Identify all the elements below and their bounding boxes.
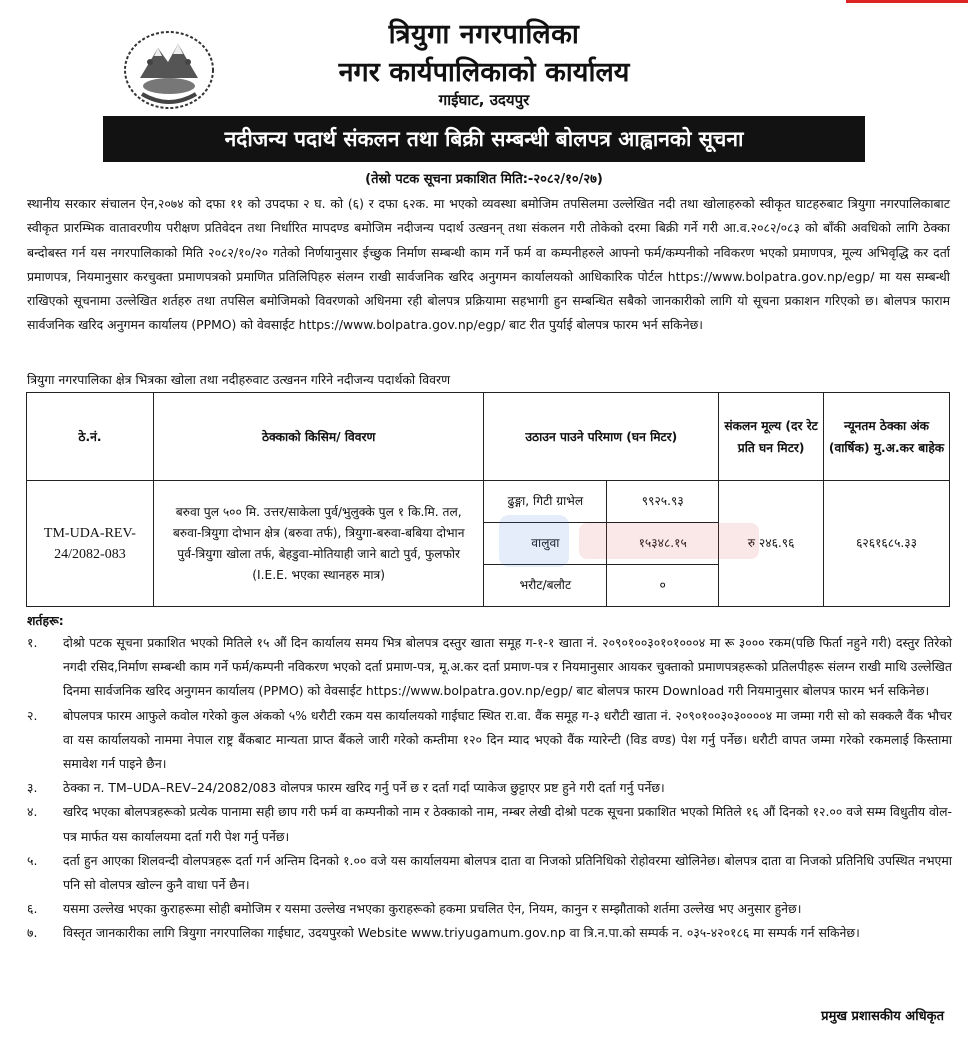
municipality-name: त्रियुगा नगरपालिका — [388, 19, 580, 50]
office-location: गाईघाट, उदयपुर — [438, 91, 530, 109]
notice-title-banner: नदीजन्य पदार्थ संकलन तथा बिक्री सम्बन्धी बोलपत्र आह्वानको सूचना — [103, 116, 865, 162]
condition-text: यसमा उल्लेख भएका कुराहरूमा सोही बमोजिम र यसमा उल्लेख नभएका कुराहरूको हकमा प्रचलित ऐन, नियम, कानुन र सम्झौताको शर्तमा उल्लेख भए अनुसार हुनेछ। — [63, 901, 802, 917]
bid-details-table — [26, 392, 950, 607]
contract-number: TM-UDA-REV-24/2082-083 — [27, 481, 154, 607]
list-item — [27, 704, 952, 777]
office-name: नगर कार्यपालिकाको कार्यालय — [338, 57, 630, 88]
table-header-row — [27, 393, 950, 481]
header-quantity: उठाउन पाउने परिमाण (घन मिटर) — [484, 393, 719, 481]
table-title: त्रियुगा नगरपालिका क्षेत्र भित्रका खोला तथा नदीहरुवाट उत्खनन गरिने नदीजन्य पदार्थको विवरण — [27, 372, 451, 387]
condition-number: ६. — [27, 901, 38, 917]
list-item — [27, 921, 952, 945]
publication-date: (तेस्रो पटक सूचना प्रकाशित मिति:-२०८२/१०/२७) — [365, 172, 603, 187]
condition-text: बोपलपत्र फारम आफुले कवोल गरेको कुल अंकको ५% धरौटी रकम यस कार्यालयको गाईघाट स्थित रा.वा. वैंक समूह ग-३ धरौटी खाता नं. २०९०१००३०३००००४ मा जम्मा गरी सो को सक्कलै वैंक भौचर वा यस कार्यालयको नाममा नेपाल राष्ट्र बैंकबाट मान्यता प्राप्त बैंकले जारी गरेको कम्तीमा १२० दिन म्याद भएको वैंक ग्यारेन्टी (विड वण्ड) पेश गर्नु पर्नेछ। धरौटी वापत जम्मा गरेको रकमलाई किस्तामा समावेश गर्न पाइने छैन। — [63, 707, 952, 772]
item-quantity: ० — [607, 565, 719, 607]
list-item — [27, 849, 952, 897]
condition-number: ५. — [27, 852, 38, 868]
item-name: भरौट/बलौट — [484, 565, 607, 607]
condition-text: दोश्रो पटक सूचना प्रकाशित भएको मितिले १५ औं दिन कार्यालय समय भित्र बोलपत्र दस्तुर खाता समूह ग-१-१ खाता नं. २०९०१००३०१०१०००४ मा रू ३००० रकम(पछि फिर्ता नहुने गरी) दस्तुर तिरेको नगदी रसिद,निर्माण सम्बन्धी काम गर्ने फर्म/कम्पनी नविकरण भएको दर्ता प्रमाण-पत्र, मू.अ.कर दर्ता प्रमाण-पत्र र नियमानुसार आयकर चुक्ताको प्रमाणपत्रहरूको प्रतिलपीहरू संलग्न राखी माथि उल्लेखित दिनमा सार्वजनिक खरिद अनुगमन कार्यालय (PPMO) को वेवसाईट https://www.bolpatra.gov.np/egp/ बाट बोलपत्र फारम Download गरी नियमानुसार बोलपत्र फारम भर्न सकिनेछ। — [63, 635, 952, 699]
list-item — [27, 897, 952, 921]
condition-text: विस्तृत जानकारीका लागि त्रियुगा नगरपालिका गाईघाट, उदयपुरको Website www.triyugamum.gov.np वा त्रि.न.पा.को सम्पर्क न. ०३५-४२०१८६ मा सम्पर्क गर्न सकिनेछ। — [63, 925, 860, 941]
min-amount-value: ६२६१६८५.३३ — [824, 481, 950, 607]
header-contract-no: ठे.नं. — [27, 393, 154, 481]
header-contract-type: ठेक्काको किसिम/ विवरण — [153, 393, 484, 481]
item-name: ढुङ्गा, गिटी ग्राभेल — [484, 481, 607, 523]
condition-text: खरिद भएका बोलपत्रहरूको प्रत्येक पानामा सही छाप गरी फर्म वा कम्पनीको नाम र ठेक्काको नाम, नम्बर लेखी दोश्रो पटक सूचना प्रकाशित भएको मितिले १६ औं दिनको १२.०० वजे सम्म विधुतीय वोल-पत्र मार्फत यस कार्यालयमा दर्ता गरी पेश गर्नु पर्नेछ। — [63, 804, 952, 844]
item-name: वालुवा — [484, 523, 607, 565]
condition-text: ठेक्का न. TM–UDA–REV–24/2082/083 वोलपत्र फारम खरिद गर्नु पर्ने छ र दर्ता गर्दा प्याकेज छुट्टाएर प्रष्ट हुने गरी दर्ता गर्नु पर्नेछ। — [63, 780, 665, 796]
table-row — [27, 481, 950, 523]
condition-number: ४. — [27, 804, 38, 820]
item-quantity: १५३४८.१५ — [607, 523, 719, 565]
conditions-heading: शर्तहरू: — [27, 613, 64, 628]
list-item — [27, 800, 952, 848]
condition-number: ७. — [27, 925, 38, 941]
list-item — [27, 631, 952, 704]
condition-number: १. — [27, 635, 38, 650]
condition-number: २. — [27, 707, 38, 723]
contract-description: बरुवा पुल ५०० मि. उत्तर/साकेला पुर्व/भुलुक्के पुल १ कि.मि. तल, बरुवा-त्रियुगा दोभान क्षेत्र (बरुवा तर्फ), त्रियुगा-बरुवा-बबिया दोभान पुर्व-त्रियुगा खोला तर्फ, बेहडुवा-मोतियाही जाने बाटो पुर्व, फुलफोर (I.E.E. भएका स्थानहरु मात्र) — [153, 481, 484, 607]
condition-text: दर्ता हुन आएका शिलवन्दी वोलपत्रहरू दर्ता गर्न अन्तिम दिनको १.०० वजे यस कार्यालयमा बोलपत्र दाता वा निजको प्रतिनिधिको रोहोवरमा खोलिनेछ। बोलपत्र दाता वा निजको प्रतिनिधि उपस्थित नभएमा पनि सो वोलपत्र खोल्न कुनै वाधा पर्ने छैन। — [63, 852, 952, 893]
condition-number: ३. — [27, 780, 38, 796]
list-item — [27, 776, 952, 800]
header-rate: संकलन मूल्य (दर रेट प्रति घन मिटर) — [719, 393, 824, 481]
rate-value: रु २४६.९६ — [719, 481, 824, 607]
signature-title: प्रमुख प्रशासकीय अधिकृत — [821, 1009, 944, 1024]
conditions-list — [27, 631, 952, 946]
header-min-amount: न्यूनतम ठेक्का अंक (वार्षिक) मु.अ.कर बाहेक — [824, 393, 950, 481]
item-quantity: ९९२५.९३ — [607, 481, 719, 523]
top-accent-line — [846, 0, 968, 3]
intro-paragraph: स्थानीय सरकार संचालन ऐन,२०७४ को दफा ११ को उपदफा २ घ. को (६) र दफा ६२क. मा भएको व्यवस्था बमोजिम तपसिलमा उल्लेखित नदी तथा खोलाहरुको स्वीकृत घाटहरुबाट त्रियुगा नगरपालिकाबाट स्वीकृत प्रारम्भिक वातावरणीय परीक्षण प्रतिवेदन तथा निर्धारित मापदण्ड बमोजिम नदीजन्य पदार्थ उत्खनन् तथा संकलन गरी तोकेको दरमा बिक्री गर्ने गरी आ.व.२०८२/०८३ को बाँकी अवधिको लागि ठेक्का बन्दोबस्त गर्न यस नगरपालिकाको मिति २०८२/१०/२० गतेको निर्णयानुसार ईच्छुक निर्माण सम्बन्धी काम गर्ने फर्म वा कम्पनीहरुले आफ्नो फर्म/कम्पनीको नविकरण भएको प्रमाणपत्र, मूल्य अभिवृद्धि कर दर्ता प्रमाणपत्र, नियमानुसार करचुक्ता प्रमाणपत्रको प्रमाणित प्रतिलिपिहरु संलग्न राखी सार्वजनिक खरिद अनुगमन कार्यालयको आधिकारिक पोर्टल https://www.bolpatra.gov.np/egp/ मा यस सम्बन्धी राखिएको सूचनामा उल्लेखित शर्तहरु तथा तपसिल बमोजिमको विवरणको अधिनमा रही बोलपत्र प्रक्रियामा सहभागी हुन सम्बन्धित सबैको जानकारीको लागि यो सूचना प्रकाशन गरिएको छ। बोलपत्र फाराम सार्वजनिक खरिद अनुगमन कार्यालय (PPMO) को वेवसाईट https://www.bolpatra.gov.np/egp/ बाट रीत पुर्याई बोलपत्र फारम भर्न सकिनेछ। — [27, 196, 950, 333]
